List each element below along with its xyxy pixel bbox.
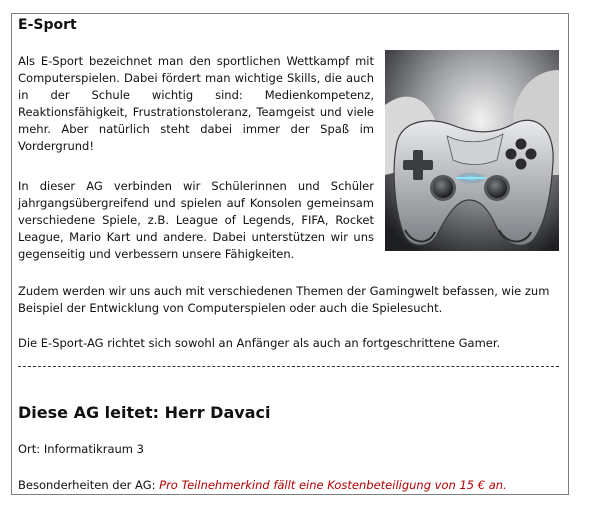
- page-title: E-Sport: [18, 17, 77, 33]
- intro-paragraph: Als E-Sport bezeichnet man den sportlichen Wettkampf mit Computerspielen. Dabei fördert man wichtige Skills, die auch in der Schule wichtig sind: Medienkompetenz, Reaktionsfähigkeit, Frustrationstoleranz, Teamgeist und viele mehr. Aber natürlich steht dabei immer der Spaß im Vordergrund!: [18, 54, 374, 153]
- notes-value: Pro Teilnehmerkind fällt eine Kostenbeteiligung von 15 € an.: [159, 478, 507, 492]
- audience-paragraph: Die E-Sport-AG richtet sich sowohl an Anfänger als auch an fortgeschrittene Gamer.: [18, 336, 501, 350]
- ag-leader-heading: Diese AG leitet: Herr Davaci: [18, 403, 271, 422]
- gamepad-illustration: [385, 50, 559, 251]
- activity-paragraph: In dieser AG verbinden wir Schülerinnen und Schüler jahrgangsübergreifend und spielen auf Konsolen gemeinsam verschiedene Spiele, z.B. League of Legends, FIFA, Rocket League, Mario Kart und andere. Dabei unterstützen wir uns gegenseitig und verbessern unsere Fähigkeiten.: [18, 179, 374, 261]
- topics-paragraph: Zudem werden wir uns auch mit verschiedenen Themen der Gamingwelt befassen, wie zum Beispiel der Entwicklung von Computerspielen oder auch die Spielesucht.: [18, 284, 550, 315]
- notes-label: Besonderheiten der AG:: [18, 478, 156, 492]
- location-line: Ort: Informatikraum 3: [18, 442, 144, 456]
- separator-line: [18, 366, 559, 367]
- notes-line: [18, 477, 563, 494]
- gamepad-photo: [385, 50, 559, 251]
